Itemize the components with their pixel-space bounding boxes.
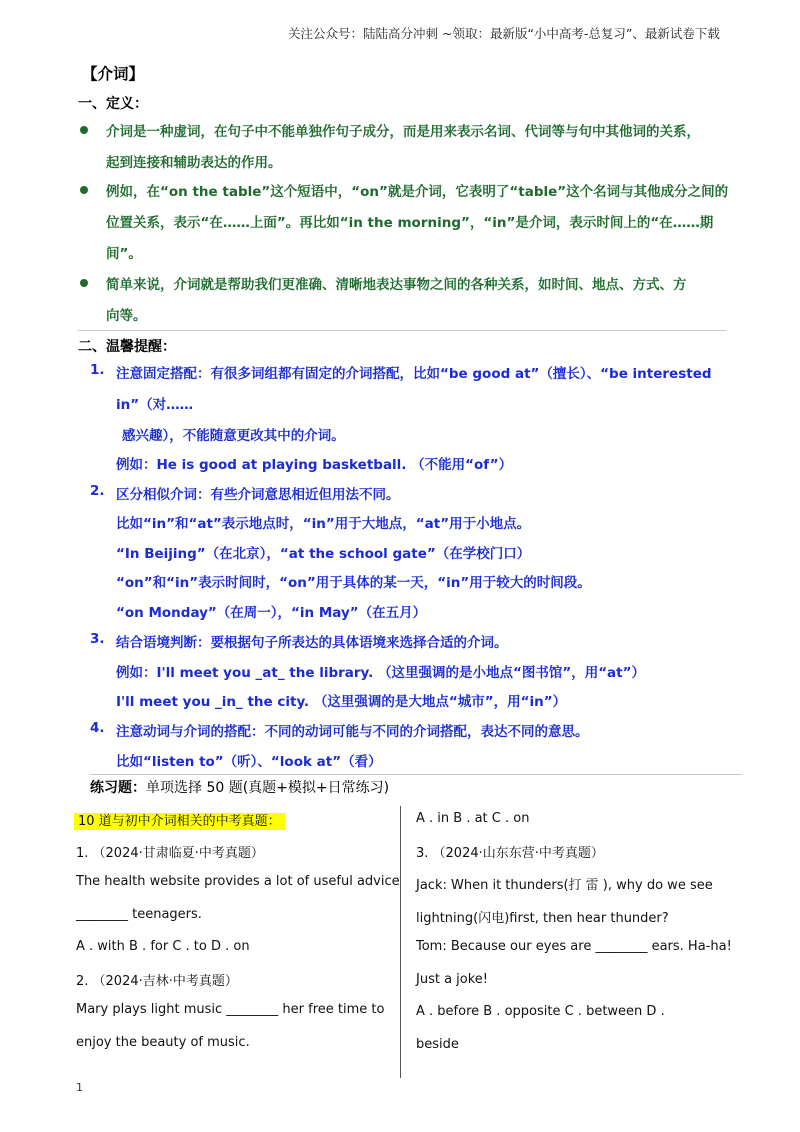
answer-options: A . in B . at C . on [416,811,530,826]
tip-line: “In Beijing”（在北京），“at the school gate”（在学校门口） [116,546,531,562]
tip-line: 结合语境判断：要根据句子所表达的具体语境来选择合适的介词。 [116,635,508,651]
question-source: 3. （2024·山东东营·中考真题） [416,846,604,861]
tip-line: I'll meet you _in_ the city. （这里强调的是大地点“城市”，用“in”） [116,694,567,710]
tip-number: 4. [90,720,105,736]
question-group-title [74,810,285,829]
definition-line: 例如，在“on the table”这个短语中，“on”就是介词，它表明了“table”这个名词与其他成分之间的 [106,184,729,200]
tip-line: 例如：I'll meet you _at_ the library. （这里强调的是小地点“图书馆”，用“at”） [116,665,645,681]
section-definition-heading: 一、定义： [78,96,148,112]
column-divider [400,806,401,1078]
page-title: 【介词】 [82,65,145,83]
tip-line: 比如“in”和“at”表示地点时，“in”用于大地点，“at”用于小地点。 [116,516,531,532]
answer-options: A . before B . opposite C . between D . [416,1004,665,1019]
bullet-dot [80,186,88,194]
divider [78,330,726,331]
bullet-dot [80,126,88,134]
definition-line: 位置关系，表示“在……上面”。再比如“in the morning”，“in”是介词，表示时间上的“在……期 [106,215,714,231]
divider [90,774,742,775]
question-text: Tom: Because our eyes are ________ ears. Ha-ha! [416,939,732,954]
highlighted-heading: 10 道与初中介词相关的中考真题： [74,813,285,830]
tip-line: 注意动词与介词的搭配：不同的动词可能与不同的介词搭配，表达不同的意思。 [116,724,589,740]
answer-options: beside [416,1037,459,1052]
question-text: Jack: When it thunders(打 雷 ), why do we see [416,878,713,893]
exercise-label: 练习题： [90,780,146,796]
question-source: 2. （2024·吉林·中考真题） [76,974,238,989]
tip-line: 注意固定搭配：有很多词组都有固定的介词搭配，比如“be good at”（擅长）、“be interested [116,366,712,382]
answer-options: A . with B . for C . to D . on [76,939,250,954]
tip-number: 1. [90,362,105,378]
bullet-dot [80,279,88,287]
page-number: 1 [76,1081,83,1094]
tip-number: 2. [90,483,105,499]
question-text-line: The health website provides a lot of useful advice [76,874,400,889]
tip-line: 感兴趣），不能随意更改其中的介词。 [122,428,345,444]
question-text: enjoy the beauty of music. [76,1035,250,1050]
question-text: lightning(闪电)first, then hear thunder? [416,911,669,926]
tip-line: “on”和“in”表示时间时，“on”用于具体的某一天，“in”用于较大的时间段。 [116,575,591,591]
question-text: Mary plays light music ________ her free time to [76,1002,385,1017]
page-header: 关注公众号：陆陆高分冲刺 ~领取：最新版“小中高考-总复习”、最新试卷下载 [288,26,720,41]
question-text: ________ teenagers. [76,907,202,922]
definition-line: 介词是一种虚词，在句子中不能单独作句子成分，而是用来表示名词、代词等与句中其他词的关系， [106,124,700,140]
tip-line: 区分相似介词：有些介词意思相近但用法不同。 [116,487,400,503]
question-text [76,874,400,889]
section-tips-heading: 二、温馨提醒： [78,339,176,355]
exercise-title [90,777,389,797]
definition-line: 简单来说，介词就是帮助我们更准确、清晰地表达事物之间的各种关系，如时间、地点、方式、方 [106,277,687,293]
definition-line: 间”。 [106,246,142,262]
tip-line: “on Monday”（在周一），“in May”（在五月） [116,605,427,621]
definition-line: 起到连接和辅助表达的作用。 [106,155,282,171]
tip-number: 3. [90,631,105,647]
definition-line: 向等。 [106,308,147,324]
tip-line: in”（对…… [116,397,194,413]
tip-line: 比如“listen to”（听）、“look at”（看） [116,754,382,770]
tip-line: 例如：He is good at playing basketball. （不能用“of”） [116,457,513,473]
question-source: 1. （2024·甘肃临夏·中考真题） [76,846,264,861]
exercise-description: 单项选择 50 题(真题+模拟+日常练习) [146,780,390,796]
question-text: Just a joke! [416,972,489,987]
